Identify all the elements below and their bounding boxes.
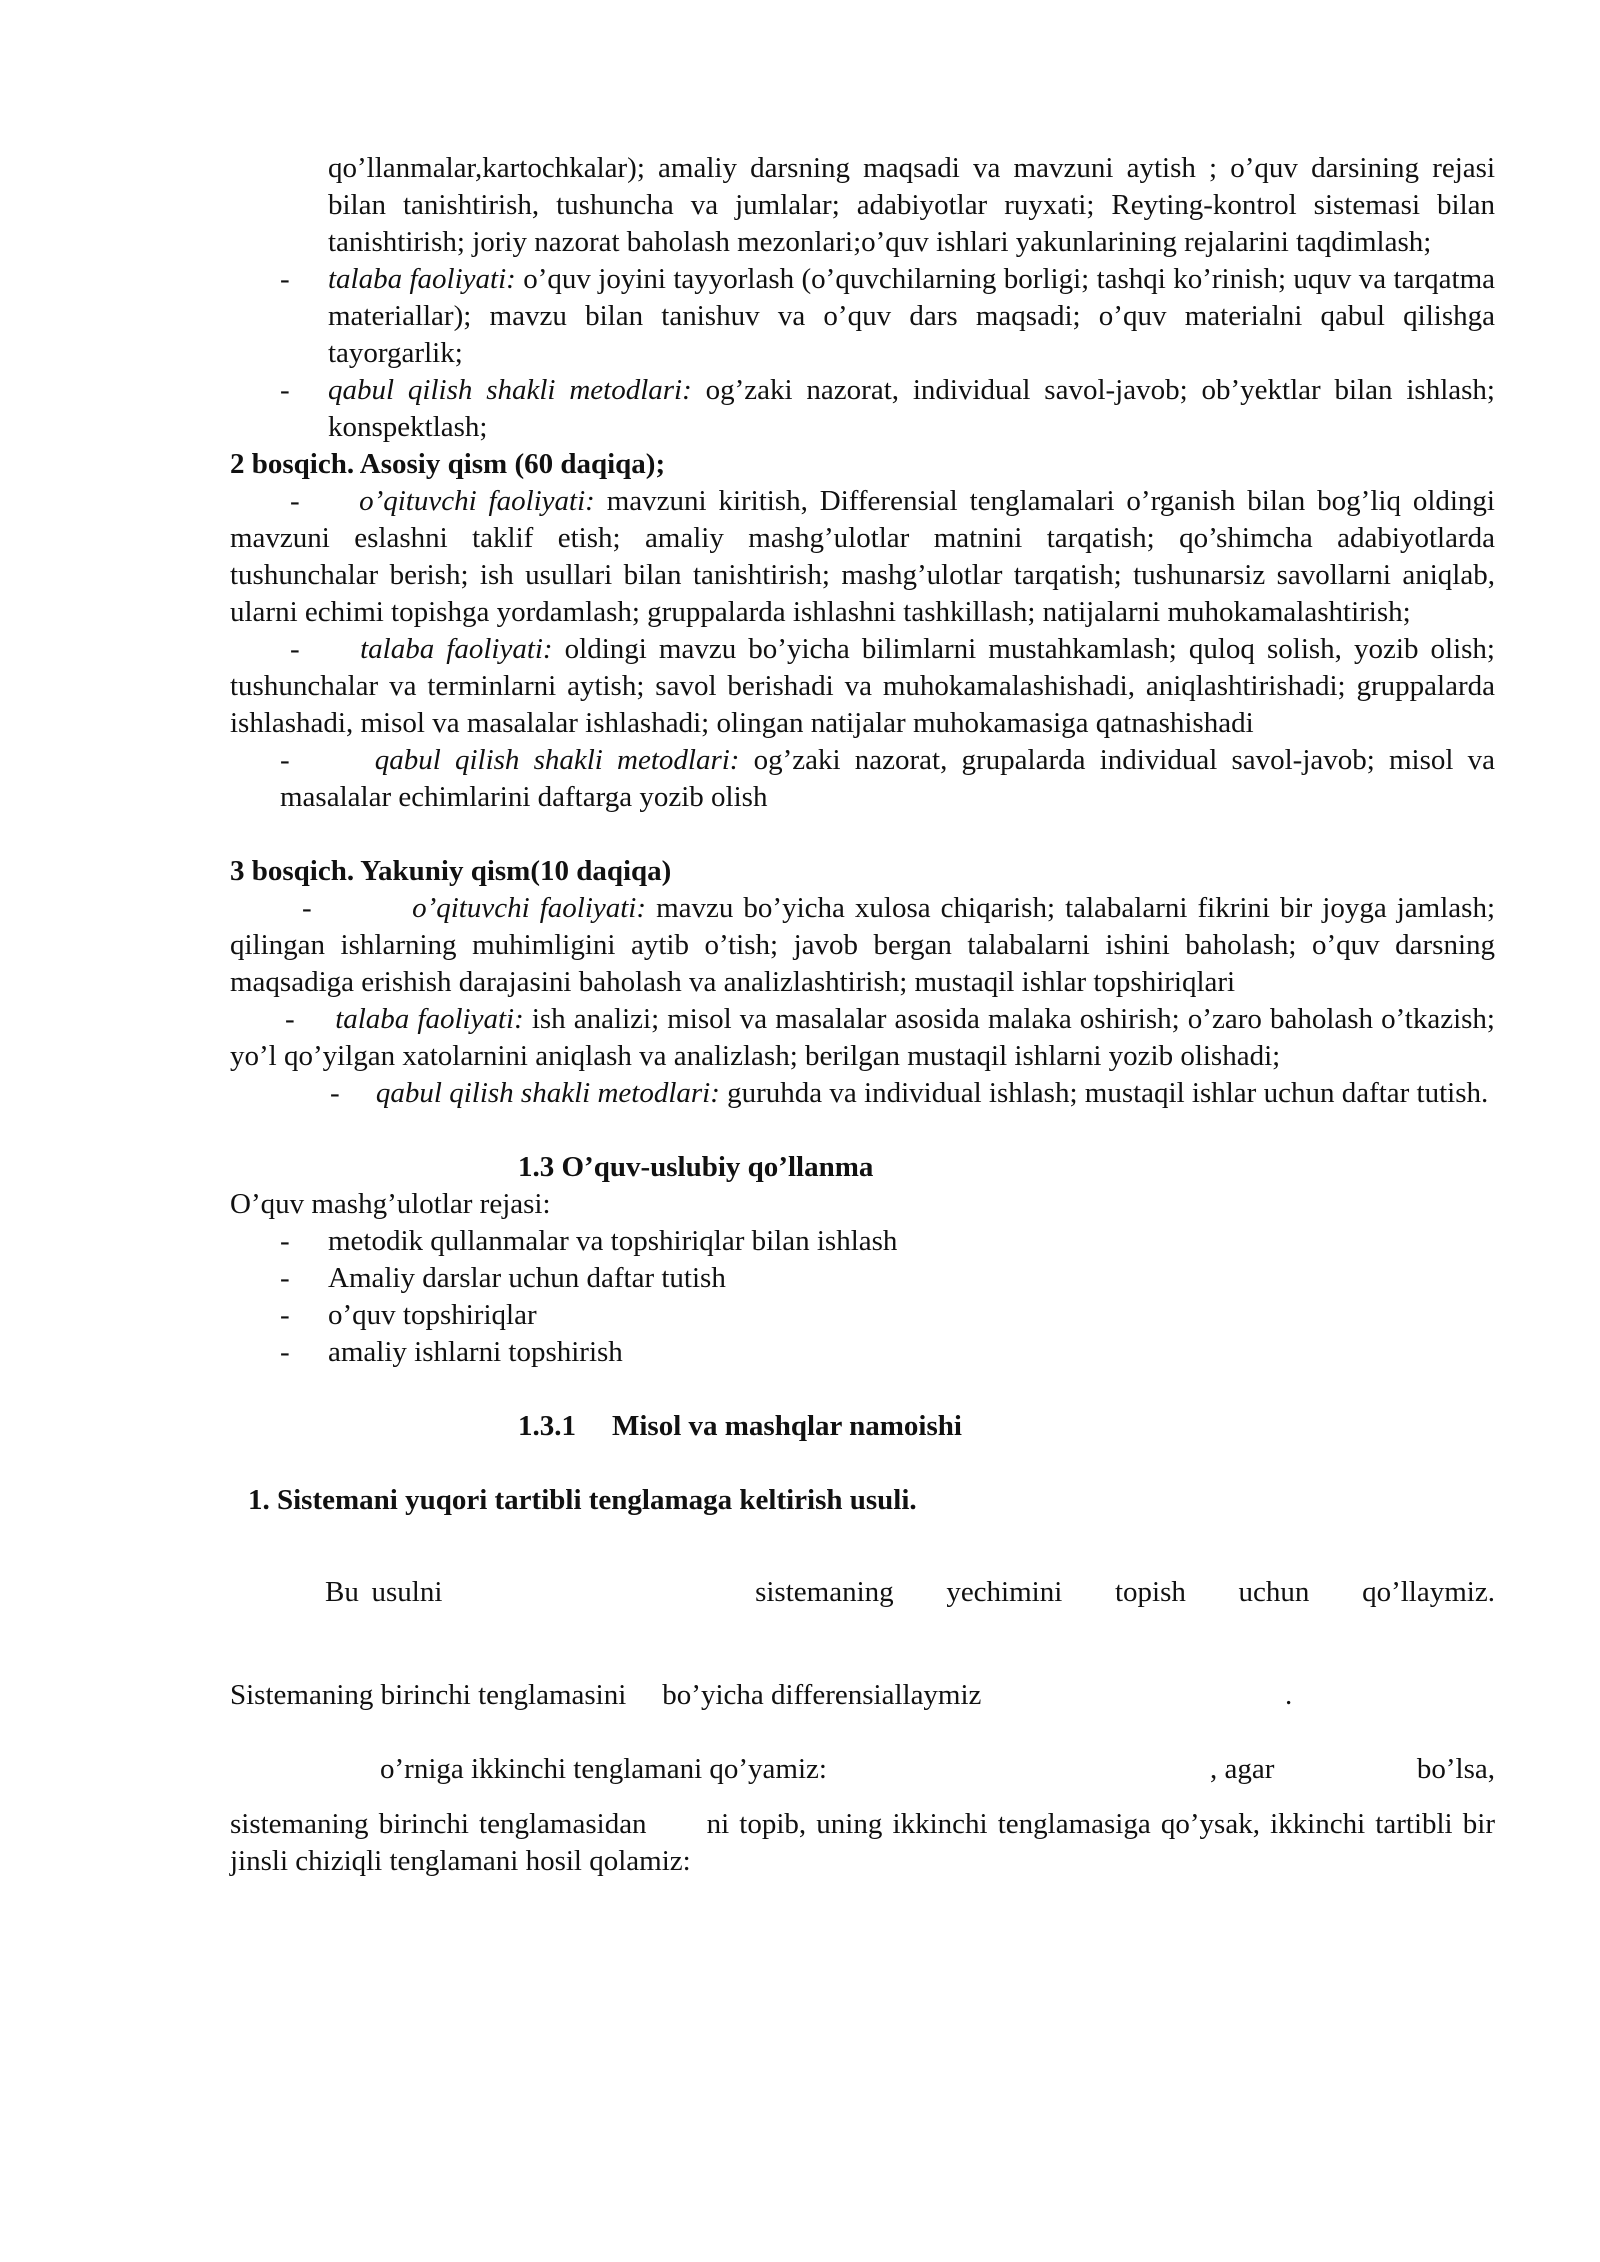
list-item: - amaliy ishlarni topshirish (230, 1334, 1495, 1371)
stage2-heading: 2 bosqich. Asosiy qism (60 daqiqa); (230, 448, 666, 480)
bullet-dash: - (280, 1299, 290, 1331)
item-text: og’zaki nazorat, grupalarda individual savol-javob; misol va masalalar echimlarini daftarga yozib olish (280, 744, 1496, 813)
bullet-dash: - (280, 1336, 290, 1368)
stage3-heading: 3 bosqich. Yakuniy qism(10 daqiqa) (230, 855, 672, 887)
item-label: o’qituvchi faoliyati: (359, 485, 595, 517)
stage3-teacher (230, 890, 1495, 1001)
plan-label: O’quv mashg’ulotlar rejasi: (230, 1188, 551, 1220)
bullet-dash: - (280, 263, 290, 295)
bullet-dash: - (280, 374, 290, 406)
list-item (230, 261, 1495, 372)
bullet-dash: - (330, 1077, 376, 1109)
item-label: qabul qilish shakli metodlari: (328, 374, 692, 406)
bullet-dash: - (285, 1003, 336, 1035)
stage2-methods (230, 742, 1495, 816)
list-item: - o’quv topshiriqlar (230, 1297, 1495, 1334)
list-item (230, 372, 1495, 446)
item-text: guruhda va individual ishlash; mustaqil ishlar uchun daftar tutish. (719, 1077, 1489, 1109)
bullet-dash: - (280, 744, 375, 776)
example-line-1: Bu usulni sistemaning yechimini topish uchun qo’llaymiz. (325, 1576, 1495, 1608)
example-line-2: Sistemaning birinchi tenglamasini bo’yicha differensiallaymiz . (230, 1679, 1293, 1711)
bullet-dash: - (290, 485, 360, 517)
item-text: mavzu bo’yicha xulosa chiqarish; talabalarni fikrini bir joyga jamlash; qilingan ishlarning muhimligini aytib o’tish; javob bergan talabalarni ishini baholash; o’quv darsning maqsadiga erishish darajasini baholash va analizlashtirish; mustaqil ishlar topshiriqlari (230, 892, 1495, 998)
bullet-dash: - (280, 1225, 290, 1257)
item-text: ish analizi; misol va masalalar asosida malaka oshirish; o’zaro baholash o’tkazish; yo’l qo’yilgan xatolarnini aniqlash va analizlash; berilgan mustaqil ishlarni yozib olishadi; (230, 1003, 1495, 1072)
bullet-dash: - (302, 892, 413, 924)
bullet-dash: - (290, 633, 361, 665)
example-line-3: o’rniga ikkinchi tenglamani qo’yamiz: , agar bo’lsa, (380, 1753, 1495, 1785)
item-label: qabul qilish shakli metodlari: (375, 1077, 720, 1109)
item-text: oldingi mavzu bo’yicha bilimlarni mustahkamlash; quloq solish, yozib olish; tushunchalar va terminlarni aytish; savol berishadi va muhokamalashishadi, aniqlashtirishadi; gruppalarda ishlashadi, misol va masalalar ishlashadi; olingan natijalar muhokamasiga qatnashishadi (230, 633, 1495, 739)
subsection-heading: 1.3.1 Misol va mashqlar namoishi (518, 1410, 962, 1442)
list-item: - Amaliy darslar uchun daftar tutish (230, 1260, 1495, 1297)
item-text: mavzuni kiritish, Differensial tenglamalari o’rganish bilan bog’liq oldingi mavzuni eslashni taklif etish; amaliy mashg’ulotlar matnini tarqatish; qo’shimcha adabiyotlarda tushunchalar berish; ish usullari bilan tanishtirish; mashg’ulotlar tarqatish; tushunarsiz savollarni aniqlab, ularni echimi topishga yordamlash; gruppalarda ishlashni tashkillash; natijalarni muhokamalashtirish; (230, 485, 1495, 628)
item-text: og’zaki nazorat, individual savol-javob; ob’yektlar bilan ishlash; konspektlash; (328, 374, 1495, 443)
item-label: talaba faoliyati: (335, 1003, 524, 1035)
stage2-student (230, 631, 1495, 742)
list-item: - metodik qullanmalar va topshiriqlar bilan ishlash (230, 1223, 1495, 1260)
stage2-teacher (230, 483, 1495, 631)
stage3-student (230, 1001, 1495, 1075)
item-text: o’quv joyini tayyorlash (o’quvchilarning borligi; tashqi ko’rinish; uquv va tarqatma materiallar); mavzu bilan tanishuv va o’quv dars maqsadi; o’quv materialni qabul qilishga tayorgarlik; (328, 263, 1495, 369)
intro-continuation: qo’llanmalar,kartochkalar); amaliy darsning maqsadi va mavzuni aytish ; o’quv darsining rejasi bilan tanishtirish, tushuncha va jumlalar; adabiyotlar ruyxati; Reyting-kontrol sistemasi bilan tanishtirish; joriy nazorat baholash mezonlari;o’quv ishlari yakunlarining rejalarini taqdimlash; (328, 152, 1495, 258)
document-page (230, 150, 1495, 1880)
section-heading: 1.3 O’quv-uslubiy qo’llanma (518, 1151, 874, 1183)
item-label: talaba faoliyati: (328, 263, 516, 295)
example-line-4: sistemaning birinchi tenglamasidan ni topib, uning ikkinchi tenglamasiga qo’ysak, ikkinchi tartibli bir jinsli chiziqli tenglamani hosil qolamiz: (230, 1808, 1495, 1877)
item-label: qabul qilish shakli metodlari: (374, 744, 740, 776)
bullet-dash: - (280, 1262, 290, 1294)
example-heading: 1. Sistemani yuqori tartibli tenglamaga keltirish usuli. (248, 1484, 917, 1516)
item-label: talaba faoliyati: (360, 633, 553, 665)
stage3-methods (230, 1075, 1495, 1112)
item-label: o’qituvchi faoliyati: (412, 892, 647, 924)
